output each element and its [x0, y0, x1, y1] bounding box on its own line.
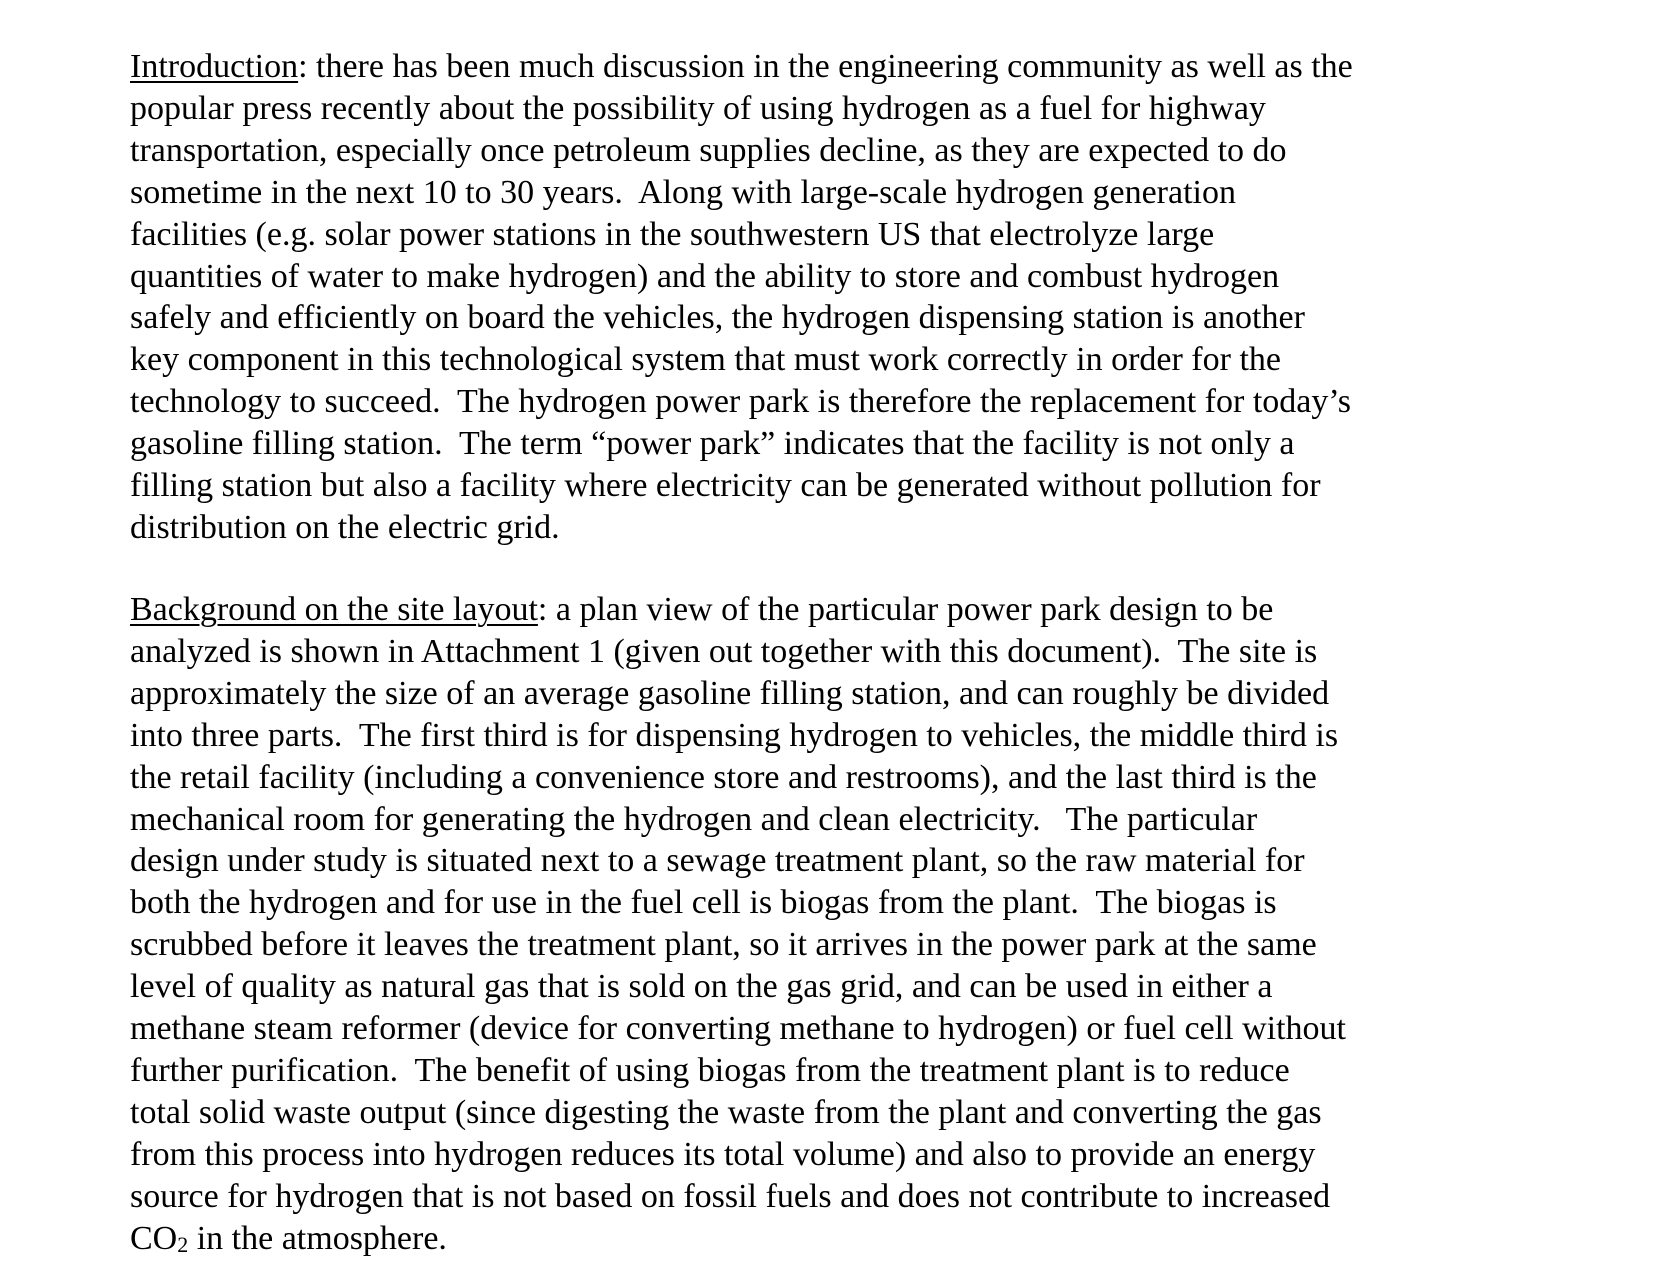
paragraph-line: gasoline filling station. The term “power park” indicates that the facility is not only a — [130, 425, 1295, 463]
introduction-heading: Introduction — [130, 48, 299, 85]
paragraph-line: both the hydrogen and for use in the fuel cell is biogas from the plant. The biogas is — [130, 884, 1277, 922]
paragraph-line: distribution on the electric grid. — [130, 508, 560, 546]
paragraph-line: sometime in the next 10 to 30 years. Along with large-scale hydrogen generation — [130, 173, 1236, 211]
paragraph-line: further purification. The benefit of using biogas from the treatment plant is to reduce — [130, 1051, 1290, 1089]
paragraph-line: Introduction: there has been much discussion in the engineering community as well as the — [130, 48, 1353, 85]
background-paragraph — [130, 589, 1530, 1260]
background-heading: Background on the site layout — [130, 591, 538, 628]
paragraph-line: total solid waste output (since digesting the waste from the plant and converting the gas — [130, 1093, 1322, 1131]
paragraph-line: the retail facility (including a convenience store and restrooms), and the last third is the — [130, 758, 1317, 796]
paragraph-line: from this process into hydrogen reduces its total volume) and also to provide an energy — [130, 1135, 1316, 1173]
paragraph-line: source for hydrogen that is not based on fossil fuels and does not contribute to increased — [130, 1177, 1331, 1215]
paragraph-line: popular press recently about the possibility of using hydrogen as a fuel for highway — [130, 89, 1266, 127]
paragraph-line: analyzed is shown in Attachment 1 (given out together with this document). The site is — [130, 632, 1318, 670]
introduction-paragraph — [130, 46, 1530, 549]
paragraph-line: design under study is situated next to a sewage treatment plant, so the raw material for — [130, 842, 1305, 880]
paragraph-line: methane steam reformer (device for converting methane to hydrogen) or fuel cell without — [130, 1010, 1346, 1048]
paragraph-line: filling station but also a facility where electricity can be generated without pollution for — [130, 467, 1321, 505]
paragraph-line: scrubbed before it leaves the treatment plant, so it arrives in the power park at the same — [130, 926, 1317, 964]
paragraph-line: level of quality as natural gas that is sold on the gas grid, and can be used in either a — [130, 968, 1273, 1006]
paragraph-line: quantities of water to make hydrogen) and the ability to store and combust hydrogen — [130, 257, 1280, 295]
paragraph-line: approximately the size of an average gasoline filling station, and can roughly be divided — [130, 674, 1330, 712]
paragraph-line: key component in this technological system that must work correctly in order for the — [130, 341, 1281, 379]
paragraph-line: mechanical room for generating the hydrogen and clean electricity. The particular — [130, 800, 1258, 838]
paragraph-line: Background on the site layout: a plan view of the particular power park design to be — [130, 591, 1274, 628]
paragraph-line: transportation, especially once petroleum supplies decline, as they are expected to do — [130, 131, 1287, 169]
paragraph-line: into three parts. The first third is for dispensing hydrogen to vehicles, the middle third is — [130, 716, 1339, 754]
paragraph-line: safely and efficiently on board the vehicles, the hydrogen dispensing station is another — [130, 299, 1305, 337]
paragraph-line: facilities (e.g. solar power stations in the southwestern US that electrolyze large — [130, 215, 1215, 253]
paragraph-line-last: $CO_2$ in the atmosphere. — [130, 1219, 447, 1257]
paragraph-line: technology to succeed. The hydrogen power park is therefore the replacement for today’s — [130, 383, 1352, 421]
co2-subscript: 2 — [177, 1231, 189, 1257]
